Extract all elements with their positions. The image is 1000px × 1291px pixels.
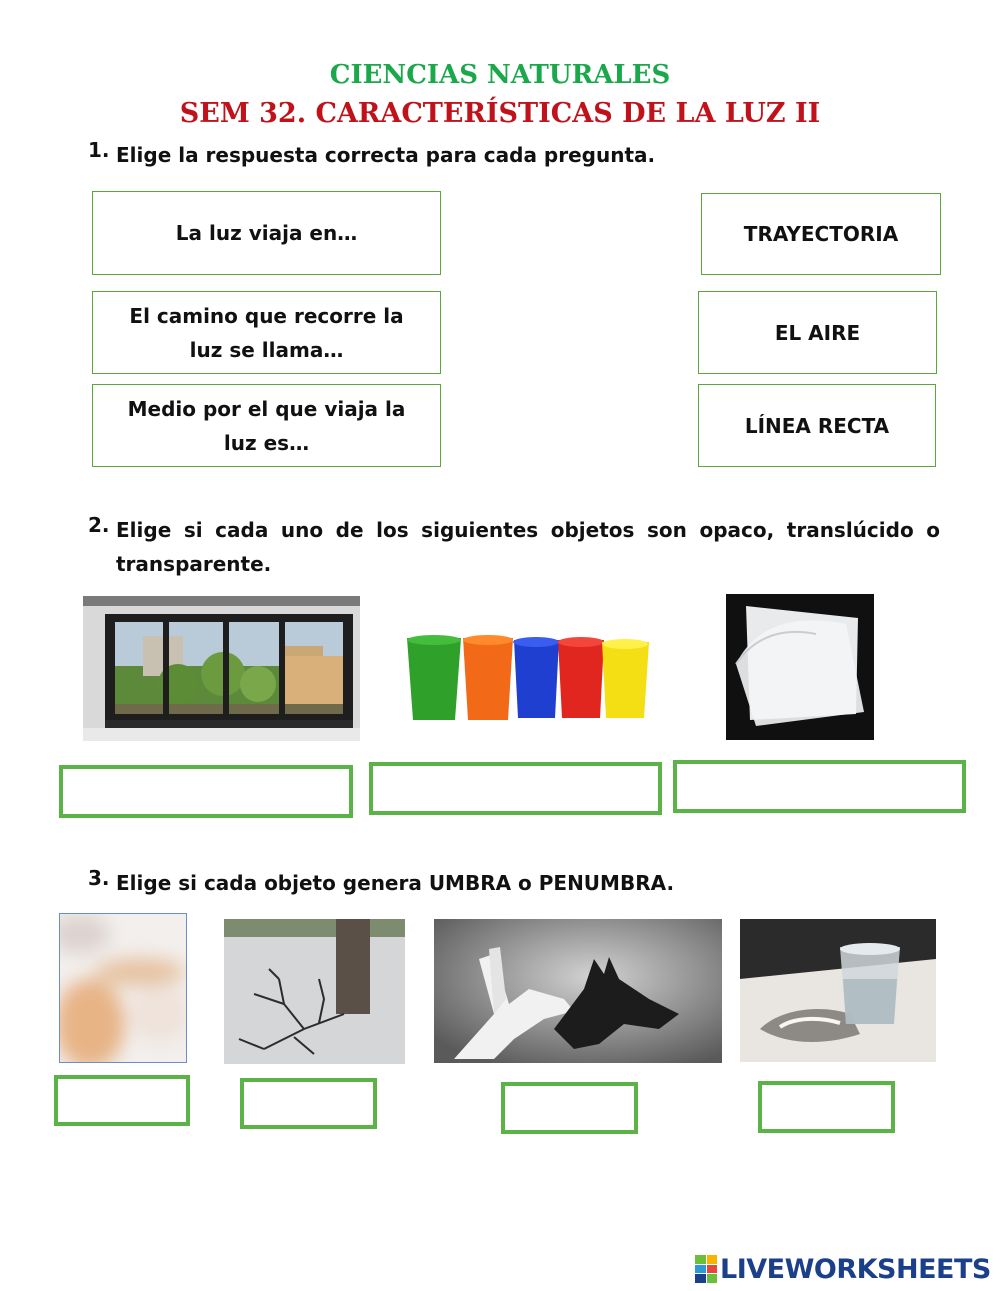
liveworksheets-logo bbox=[695, 1252, 995, 1286]
q1-question-text: El camino que recorre la luz se llama… bbox=[129, 303, 404, 362]
q1-question-box-3 bbox=[92, 384, 441, 467]
q1-answer-text: EL AIRE bbox=[774, 320, 861, 345]
q1-question-box-1 bbox=[92, 191, 441, 275]
q1-answer-text: LÍNEA RECTA bbox=[744, 413, 890, 438]
liveworksheets-brand: LIVEWORKSHEETS bbox=[720, 1253, 991, 1285]
q1-answer-text: TRAYECTORIA bbox=[743, 222, 899, 246]
q1-answer-option-3[interactable] bbox=[698, 384, 936, 467]
q1-answer-option-2[interactable] bbox=[698, 291, 937, 374]
question-1 bbox=[88, 138, 948, 172]
question-3-number: 3. bbox=[88, 866, 110, 890]
q2-answer-box-2[interactable] bbox=[369, 762, 662, 815]
liveworksheets-logo-icon bbox=[695, 1255, 717, 1283]
page-title: SEM 32. CARACTERÍSTICAS DE LA LUZ II bbox=[179, 98, 821, 129]
q3-answer-box-1[interactable] bbox=[54, 1075, 190, 1126]
hand-shadow-dog-photo bbox=[434, 919, 722, 1063]
q3-answer-box-3[interactable] bbox=[501, 1082, 638, 1134]
question-1-number: 1. bbox=[88, 138, 110, 162]
question-3-prompt: Elige si cada objeto genera UMBRA o PENUMBRA. bbox=[116, 871, 675, 895]
glass-shadow-photo bbox=[740, 919, 936, 1062]
q3-answer-box-2[interactable] bbox=[240, 1078, 377, 1129]
question-3 bbox=[88, 866, 948, 900]
window-photo bbox=[83, 596, 360, 741]
blurred-shadow-photo bbox=[59, 913, 187, 1063]
q1-answer-option-1[interactable] bbox=[701, 193, 941, 275]
question-1-prompt: Elige la respuesta correcta para cada pregunta. bbox=[116, 143, 656, 167]
question-2 bbox=[88, 513, 940, 583]
subject-title: CIENCIAS NATURALES bbox=[329, 60, 671, 90]
colored-cups-photo bbox=[397, 632, 655, 726]
q2-answer-box-1[interactable] bbox=[59, 765, 353, 818]
q1-question-text: La luz viaja en… bbox=[175, 221, 358, 245]
q1-question-text: Medio por el que viaja la luz es… bbox=[127, 396, 406, 455]
tracing-paper-photo bbox=[726, 594, 874, 740]
tree-shadow-photo bbox=[224, 919, 405, 1064]
q3-answer-box-4[interactable] bbox=[758, 1081, 895, 1133]
q1-question-box-2 bbox=[92, 291, 441, 374]
q2-answer-box-3[interactable] bbox=[673, 760, 966, 813]
question-2-prompt: Elige si cada uno de los siguientes objetos son opaco, translúcido o transparente. bbox=[116, 518, 940, 576]
question-2-number: 2. bbox=[88, 513, 110, 537]
